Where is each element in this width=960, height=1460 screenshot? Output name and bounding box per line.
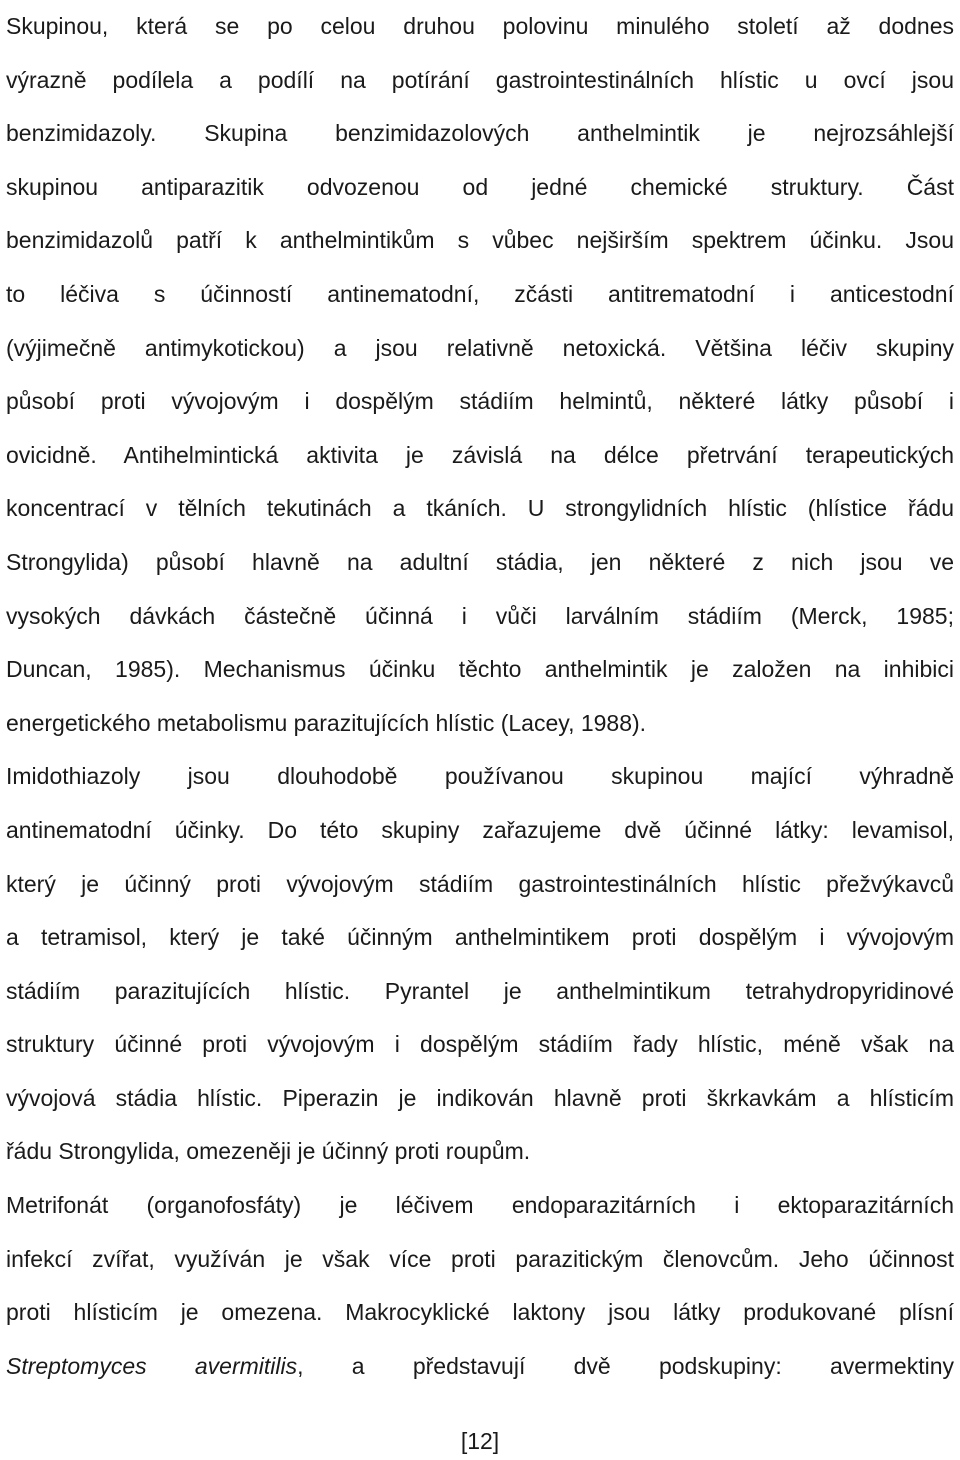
text-line: řádu Strongylida, omezeněji je účinný proti roupům. — [6, 1138, 531, 1165]
text-line: Metrifonát (organofosfáty) je léčivem endoparazitárních i ektoparazitárních — [6, 1192, 954, 1219]
text-line: proti hlísticím je omezena. Makrocyklické laktony jsou látky produkované plísní — [6, 1299, 954, 1326]
text-line-final — [6, 1340, 954, 1394]
text-line: výrazně podílela a podílí na potírání gastrointestinálních hlístic u ovcí jsou — [6, 66, 954, 93]
page-number: [12] — [460, 1428, 500, 1454]
text-line: antinematodní účinky. Do této skupiny zařazujeme dvě účinné látky: levamisol, — [6, 816, 954, 843]
text-line: vývojová stádia hlístic. Piperazin je indikován hlavně proti škrkavkám a hlísticím — [6, 1084, 954, 1111]
text-line: to léčiva s účinností antinematodní, zčásti antitrematodní i anticestodní — [6, 280, 954, 307]
text-line: infekcí zvířat, využíván je však více proti parazitickým členovcům. Jeho účinnost — [6, 1245, 954, 1272]
italic-species-name: Streptomyces avermitilis — [6, 1353, 298, 1379]
text-line: který je účinný proti vývojovým stádiím gastrointestinálních hlístic přežvýkavců — [6, 870, 954, 897]
text-line: koncentrací v tělních tekutinách a tkáních. U strongylidních hlístic (hlístice řádu — [6, 495, 954, 522]
text-line: Imidothiazoly jsou dlouhodobě používanou skupinou mající výhradně — [6, 763, 954, 790]
text-line: stádiím parazitujících hlístic. Pyrantel je anthelmintikum tetrahydropyridinové — [6, 977, 954, 1004]
text-line: ovicidně. Antihelmintická aktivita je závislá na délce přetrvání terapeutických — [6, 441, 954, 468]
text-line: struktury účinné proti vývojovým i dospělým stádiím řady hlístic, méně však na — [6, 1031, 954, 1058]
text-line: benzimidazoly. Skupina benzimidazolových anthelmintik je nejrozsáhlejší — [6, 120, 954, 147]
text-line: Skupinou, která se po celou druhou polovinu minulého století až dodnes — [6, 13, 954, 39]
text-line: Duncan, 1985). Mechanismus účinku těchto anthelmintik je založen na inhibici — [6, 656, 954, 683]
body-text — [6, 0, 954, 1340]
text-line: benzimidazolů patří k anthelmintikům s vůbec nejširším spektrem účinku. Jsou — [6, 227, 954, 254]
text-line: působí proti vývojovým i dospělým stádiím helmintů, některé látky působí i — [6, 388, 954, 415]
text-line: energetického metabolismu parazitujících hlístic (Lacey, 1988). — [6, 709, 647, 736]
text-line: Strongylida) působí hlavně na adultní stádia, jen některé z nich jsou ve — [6, 548, 954, 575]
text-line: (výjimečně antimykotickou) a jsou relativně netoxická. Většina léčiv skupiny — [6, 334, 954, 361]
final-line-text: , a představují dvě podskupiny: avermektiny — [297, 1353, 954, 1379]
text-line: a tetramisol, který je také účinným anthelmintikem proti dospělým i vývojovým — [6, 924, 954, 951]
text-line: vysokých dávkách částečně účinná i vůči larválním stádiím (Merck, 1985; — [6, 602, 954, 629]
text-line: skupinou antiparazitik odvozenou od jedné chemické struktury. Část — [6, 173, 954, 200]
